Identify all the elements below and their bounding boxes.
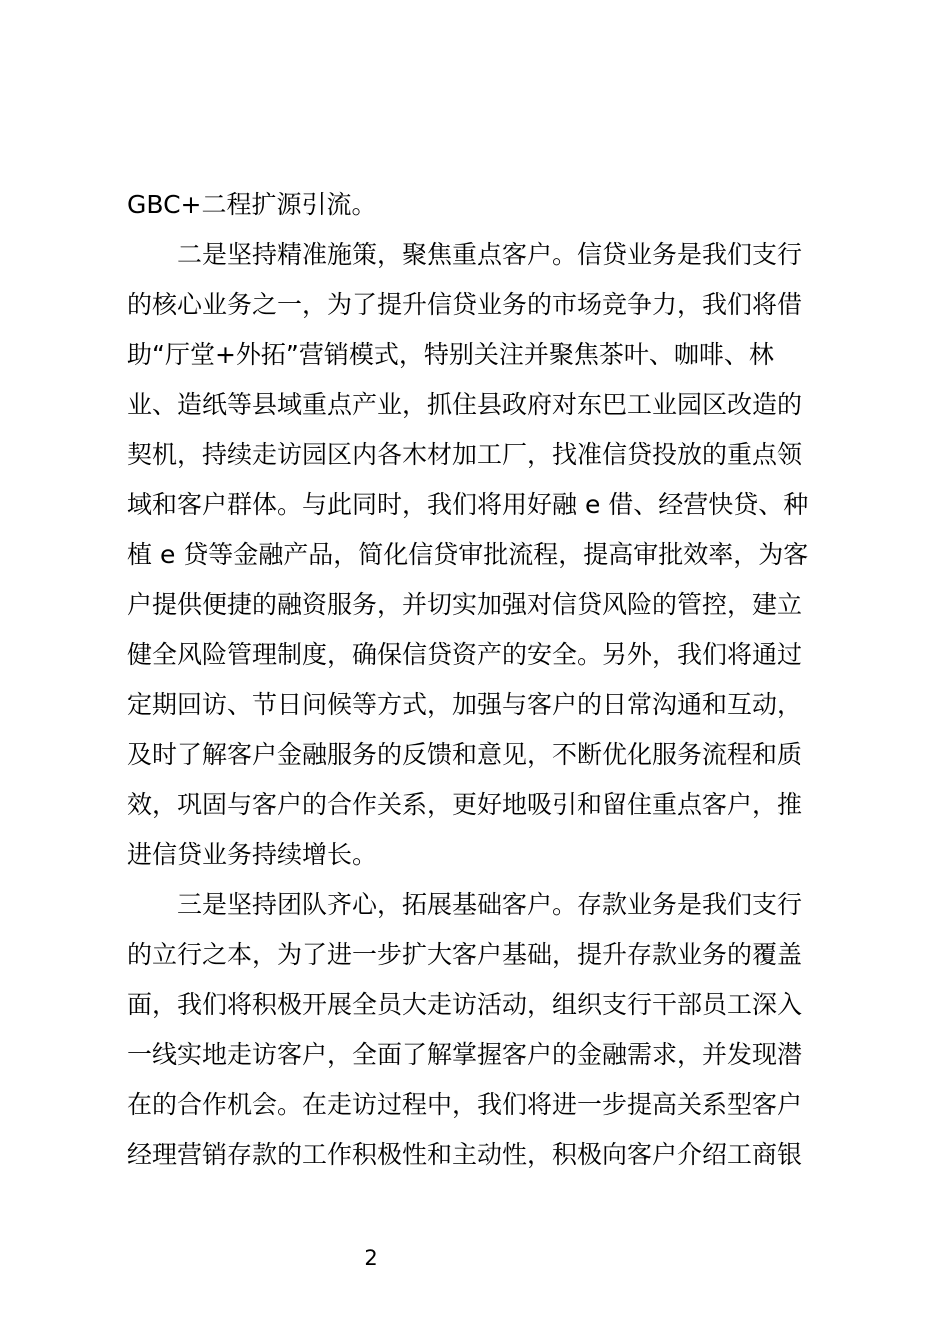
text-line: 效，巩固与客户的合作关系，更好地吸引和留住重点客户，推 (127, 790, 803, 819)
text-line: 定期回访、节日问候等方式，加强与客户的日常沟通和互动， (127, 690, 803, 719)
text-line: 域和客户群体。与此同时，我们将用好融 e 借、经营快贷、种 (127, 490, 809, 519)
text-line: 面，我们将积极开展全员大走访活动，组织支行干部员工深入 (127, 990, 803, 1019)
text-line: GBC+二程扩源引流。 (127, 190, 377, 219)
text-line: 契机，持续走访园区内各木材加工厂，找准信贷投放的重点领 (127, 440, 803, 469)
text-line: 一线实地走访客户，全面了解掌握客户的金融需求，并发现潜 (127, 1040, 803, 1069)
text-line: 经理营销存款的工作积极性和主动性，积极向客户介绍工商银 (127, 1140, 803, 1169)
text-line: 三是坚持团队齐心，拓展基础客户。存款业务是我们支行 (127, 890, 803, 919)
text-line: 户提供便捷的融资服务，并切实加强对信贷风险的管控，建立 (127, 590, 803, 619)
text-line: 业、造纸等县域重点产业，抓住县政府对东巴工业园区改造的 (127, 390, 803, 419)
text-line: 及时了解客户金融服务的反馈和意见，不断优化服务流程和质 (127, 740, 803, 769)
text-line: 健全风险管理制度，确保信贷资产的安全。另外，我们将通过 (127, 640, 803, 669)
page-number (0, 1246, 950, 1270)
body-text (127, 180, 832, 1180)
text-line: 助“厅堂+外拓”营销模式，特别关注并聚焦茶叶、咖啡、林 (127, 340, 774, 369)
text-line: 植 e 贷等金融产品，简化信贷审批流程，提高审批效率，为客 (127, 540, 809, 569)
text-line: 在的合作机会。在走访过程中，我们将进一步提高关系型客户 (127, 1090, 803, 1119)
text-line: 的核心业务之一，为了提升信贷业务的市场竞争力，我们将借 (127, 290, 803, 319)
text-line: 二是坚持精准施策，聚焦重点客户。信贷业务是我们支行 (127, 240, 803, 269)
page-number-text: 2 (364, 1246, 378, 1270)
text-line: 的立行之本，为了进一步扩大客户基础，提升存款业务的覆盖 (127, 940, 803, 969)
text-line: 进信贷业务持续增长。 (127, 840, 378, 869)
